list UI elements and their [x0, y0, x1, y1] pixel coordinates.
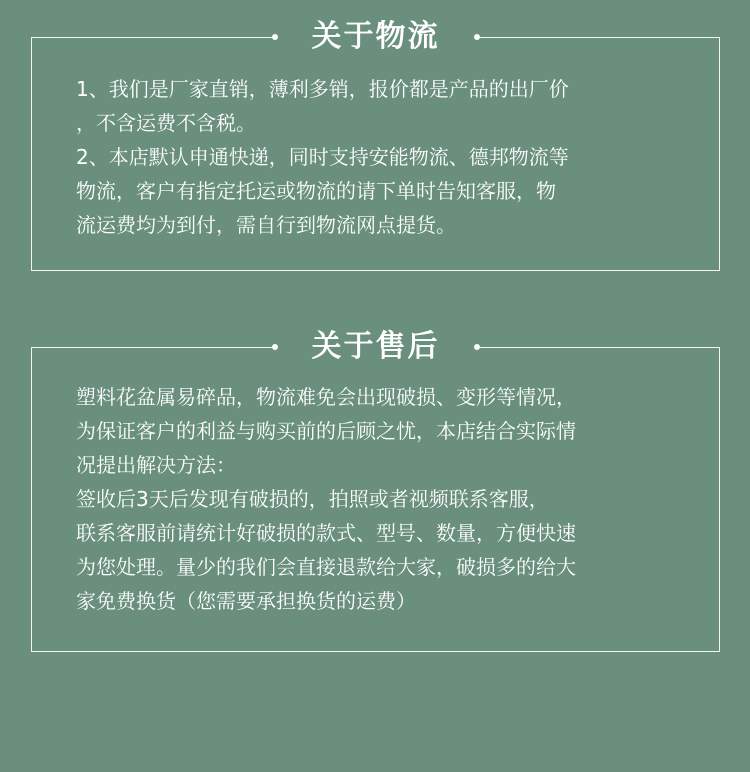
after-sales-line: 联系客服前请统计好破损的款式、型号、数量，方便快速	[76, 521, 576, 545]
after-sales-line: 为保证客户的利益与购买前的后顾之忧，本店结合实际情	[76, 419, 576, 443]
after-sales-header	[31, 325, 720, 369]
logistics-content	[76, 72, 676, 242]
after-sales-line: 塑料花盆属易碎品，物流难免会出现破损、变形等情况，	[76, 385, 576, 409]
logistics-line: ，不含运费不含税。	[76, 111, 256, 135]
after-sales-line: 家免费换货（您需要承担换货的运费）	[76, 589, 416, 613]
logistics-section	[31, 19, 720, 271]
after-sales-line: 为您处理。量少的我们会直接退款给大家，破损多的给大	[76, 555, 576, 579]
after-sales-section	[31, 329, 720, 652]
left-dot-icon	[272, 34, 278, 40]
logistics-line: 1、我们是厂家直销，薄利多销，报价都是产品的出厂价	[76, 77, 569, 101]
logistics-title: 关于物流	[311, 19, 440, 54]
after-sales-line: 签收后3天后发现有破损的，拍照或者视频联系客服，	[76, 487, 549, 511]
left-dot-icon	[272, 344, 278, 350]
logistics-line: 物流，客户有指定托运或物流的请下单时告知客服，物	[76, 179, 556, 203]
after-sales-line: 况提出解决方法：	[76, 453, 236, 477]
after-sales-content	[76, 380, 676, 618]
after-sales-header-inner	[272, 325, 480, 369]
logistics-header-inner	[272, 15, 480, 59]
logistics-line: 2、本店默认申通快递，同时支持安能物流、德邦物流等	[76, 145, 569, 169]
logistics-line: 流运费均为到付，需自行到物流网点提货。	[76, 213, 456, 237]
logistics-header	[31, 15, 720, 59]
after-sales-title: 关于售后	[311, 329, 440, 364]
right-dot-icon	[474, 34, 480, 40]
right-dot-icon	[474, 344, 480, 350]
